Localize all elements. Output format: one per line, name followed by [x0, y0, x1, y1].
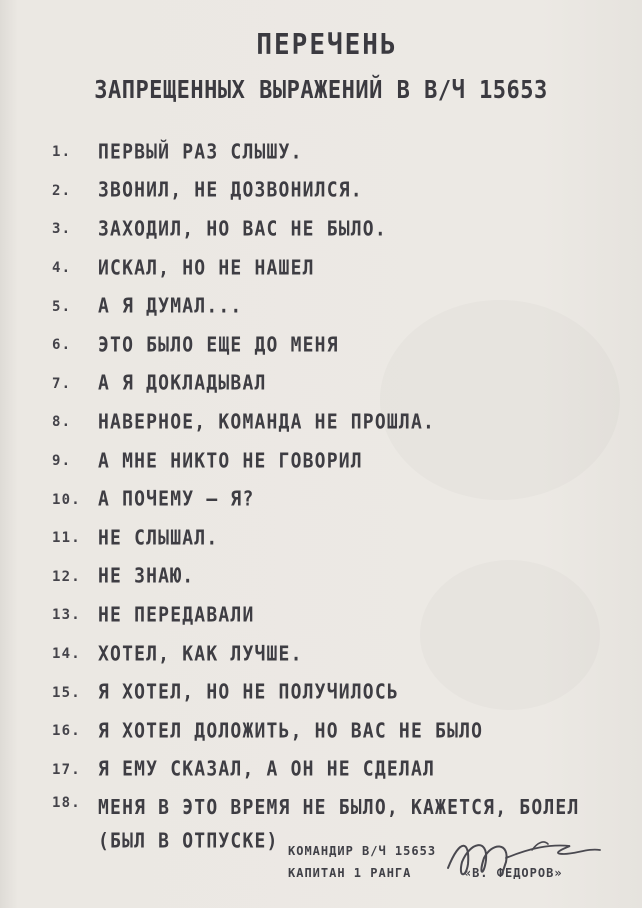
- item-text: НАВЕРНОЕ, КОМАНДА НЕ ПРОШЛА.: [98, 410, 436, 435]
- list-item: [52, 635, 612, 674]
- list-item: [52, 210, 612, 249]
- item-text: Я ХОТЕЛ, НО НЕ ПОЛУЧИЛОСЬ: [98, 680, 399, 705]
- list-item: [52, 751, 612, 790]
- forbidden-phrases-list: [52, 133, 612, 855]
- item-number: 5.: [52, 298, 72, 315]
- item-text: ПЕРВЫЙ РАЗ СЛЫШУ.: [98, 140, 303, 165]
- list-item: [52, 172, 612, 211]
- handwritten-signature: [440, 828, 610, 888]
- list-item: [52, 365, 612, 404]
- item-text: А Я ДОКЛАДЫВАЛ: [98, 372, 267, 396]
- list-item: [52, 133, 612, 172]
- item-number: 14.: [52, 646, 81, 663]
- list-item: [52, 558, 612, 597]
- item-number: 7.: [52, 375, 72, 392]
- item-text: А Я ДУМАЛ...: [98, 294, 243, 319]
- item-number: 15.: [52, 684, 81, 701]
- item-number: 2.: [52, 182, 72, 199]
- item-number: 13.: [52, 607, 81, 624]
- item-number: 10.: [52, 491, 81, 508]
- item-text: НЕ ПЕРЕДАВАЛИ: [98, 603, 255, 628]
- item-number: 4.: [52, 260, 72, 277]
- item-text: ЗВОНИЛ, НЕ ДОЗВОНИЛСЯ.: [98, 179, 363, 203]
- list-item: [52, 673, 612, 712]
- item-text: А ПОЧЕМУ – Я?: [98, 487, 255, 512]
- list-item: [52, 403, 612, 442]
- signature-line-position: КОМАНДИР В/Ч 15653: [288, 844, 437, 858]
- list-item: [52, 519, 612, 558]
- item-number: 3.: [52, 221, 72, 238]
- item-text: ИСКАЛ, НО НЕ НАШЕЛ: [98, 256, 315, 280]
- list-item: [52, 287, 612, 326]
- item-text: ЭТО БЫЛО ЕЩЕ ДО МЕНЯ: [98, 333, 339, 358]
- item-number: 1.: [52, 144, 72, 161]
- item-number: 12.: [52, 568, 81, 585]
- list-item: [52, 596, 612, 635]
- item-text: ХОТЕЛ, КАК ЛУЧШЕ.: [98, 642, 303, 666]
- list-item: [52, 480, 612, 519]
- item-number: 11.: [52, 530, 81, 547]
- document-subtitle: ЗАПРЕЩЕННЫХ ВЫРАЖЕНИЙ В В/Ч 15653: [94, 76, 548, 105]
- item-number: 17.: [52, 761, 81, 778]
- list-item: [52, 326, 612, 365]
- item-number: 9.: [52, 453, 72, 470]
- signature-rank: КАПИТАН 1 РАНГА: [288, 866, 412, 880]
- list-item: [52, 249, 612, 288]
- item-text: Я ХОТЕЛ ДОЛОЖИТЬ, НО ВАС НЕ БЫЛО: [98, 719, 484, 743]
- item-number: 16.: [52, 723, 81, 740]
- item-number: 8.: [52, 414, 72, 431]
- item-text: МЕНЯ В ЭТО ВРЕМЯ НЕ БЫЛО, КАЖЕТСЯ, БОЛЕЛ (БЫЛ В ОТПУСКЕ): [98, 795, 580, 854]
- document-title: ПЕРЕЧЕНЬ: [256, 28, 398, 62]
- item-number: 6.: [52, 337, 72, 354]
- item-text: А МНЕ НИКТО НЕ ГОВОРИЛ: [98, 449, 363, 473]
- item-text: Я ЕМУ СКАЗАЛ, А ОН НЕ СДЕЛАЛ: [98, 758, 436, 782]
- item-number: 18.: [52, 795, 81, 812]
- item-text: НЕ СЛЫШАЛ.: [98, 526, 219, 550]
- list-item: [52, 712, 612, 751]
- item-text: ЗАХОДИЛ, НО ВАС НЕ БЫЛО.: [98, 217, 387, 242]
- title-block: [0, 30, 642, 103]
- item-text: НЕ ЗНАЮ.: [98, 565, 195, 589]
- signature-name: «В. ФЕДОРОВ»: [463, 866, 563, 880]
- list-item: [52, 442, 612, 481]
